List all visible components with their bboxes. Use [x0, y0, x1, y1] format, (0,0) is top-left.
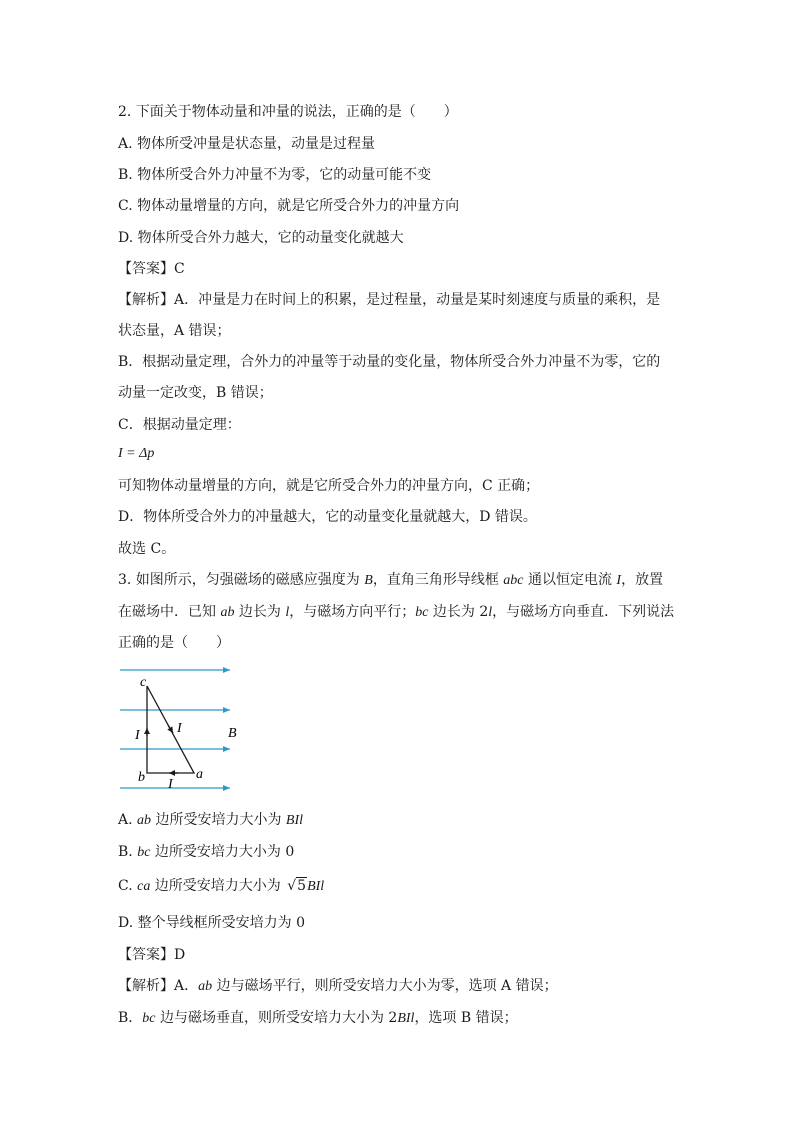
text: 通以恒定电流	[523, 572, 617, 588]
q2-analysis-line3: B．根据动量定理，合外力的冲量等于动量的变化量，物体所受合外力冲量不为零，它的	[118, 354, 661, 370]
text: C.	[118, 878, 138, 894]
var-BIl: BIl	[397, 1011, 415, 1026]
var-ca: ca	[137, 879, 151, 894]
q3-stem-line2	[118, 602, 674, 623]
text: A.	[118, 812, 138, 828]
vertex-b-label: b	[138, 770, 145, 785]
current-label-bc: I	[135, 728, 140, 743]
q3-analysis-line2	[118, 1008, 518, 1029]
q2-analysis-line7: D．物体所受合外力的冲量越大，它的动量变化量就越大，D 错误。	[118, 509, 537, 525]
text: 【解析】A．	[118, 978, 199, 994]
q3-stem-line3: 正确的是（ ）	[118, 635, 230, 651]
current-label-ab: I	[168, 777, 173, 792]
var-bc: bc	[142, 1011, 156, 1026]
q2-option-d: D. 物体所受合外力越大，它的动量变化就越大	[118, 230, 404, 246]
q3-stem-line1	[118, 570, 663, 591]
q2-option-c: C. 物体动量增量的方向，就是它所受合外力的冲量方向	[118, 198, 460, 214]
q2-option-a: A. 物体所受冲量是状态量，动量是过程量	[118, 136, 376, 152]
var-ab: ab	[198, 979, 213, 994]
q2-stem: 2. 下面关于物体动量和冲量的说法，正确的是（ ）	[118, 104, 458, 120]
var-bc: bc	[415, 605, 429, 620]
text: ，与磁场方向垂直．下列说法	[492, 604, 675, 620]
var-ab: ab	[220, 605, 235, 620]
q2-analysis-line6: 可知物体动量增量的方向，就是它所受合外力的冲量方向，C 正确；	[118, 478, 540, 494]
q2-analysis-line1: 【解析】A．冲量是力在时间上的积累，是过程量，动量是某时刻速度与质量的乘积，是	[118, 292, 661, 308]
text: 3. 如图所示，匀强磁场的磁感应强度为	[118, 572, 365, 588]
q3-analysis-line1	[118, 976, 558, 997]
var-abc: abc	[503, 573, 524, 588]
text: B．	[118, 1010, 143, 1026]
var-bc: bc	[137, 845, 151, 860]
text: 在磁场中．已知	[118, 604, 221, 620]
text: ，选项 B 错误；	[414, 1010, 518, 1026]
var-I: I	[616, 573, 622, 588]
var-ab: ab	[137, 813, 152, 828]
var-l: l	[488, 605, 493, 620]
text: 边长为	[234, 604, 286, 620]
text: 边与磁场平行，则所受安培力大小为零，选项 A 错误；	[212, 978, 558, 994]
field-label-b: B	[228, 726, 237, 741]
text: 边所受安培力大小为 0	[150, 844, 295, 860]
q3-option-d: D. 整个导线框所受安培力为 0	[118, 915, 305, 931]
q3-option-c	[118, 876, 324, 897]
q2-analysis-line4: 动量一定改变，B 错误；	[118, 385, 273, 401]
q3-option-a	[118, 810, 303, 831]
var-BIl: BIl	[307, 879, 325, 894]
vertex-a-label: a	[196, 767, 203, 782]
text: ，直角三角形导线框	[372, 572, 504, 588]
current-arrow-ca	[168, 725, 173, 733]
text: 边所受安培力大小为	[151, 812, 286, 828]
var-B: B	[364, 573, 373, 588]
text: ，与磁场方向平行；	[289, 604, 416, 620]
text: ，放置	[621, 572, 664, 588]
magnetic-field-figure	[118, 664, 248, 794]
text: 边长为 2	[428, 604, 489, 620]
var-BIl: BIl	[285, 813, 304, 828]
current-label-ca: I	[177, 721, 182, 736]
text: 边所受安培力大小为	[150, 878, 286, 894]
q3-option-b	[118, 842, 294, 863]
q2-analysis-line5: C．根据动量定理：	[118, 417, 241, 433]
radicand: 5	[297, 878, 307, 894]
q2-option-b: B. 物体所受合外力冲量不为零，它的动量可能不变	[118, 167, 432, 183]
sqrt-symbol: √5	[287, 878, 307, 894]
q2-conclusion: 故选 C。	[118, 541, 176, 557]
text: B.	[118, 844, 138, 860]
q2-answer: 【答案】C	[118, 261, 185, 277]
q2-formula: I = Δp	[118, 446, 155, 461]
vertex-c-label: c	[140, 675, 147, 690]
q3-answer: 【答案】D	[118, 947, 186, 963]
var-l: l	[285, 605, 290, 620]
text: 边与磁场垂直，则所受安培力大小为 2	[155, 1010, 398, 1026]
triangle-diagram	[118, 664, 248, 794]
q2-analysis-line2: 状态量，A 错误；	[118, 323, 231, 339]
